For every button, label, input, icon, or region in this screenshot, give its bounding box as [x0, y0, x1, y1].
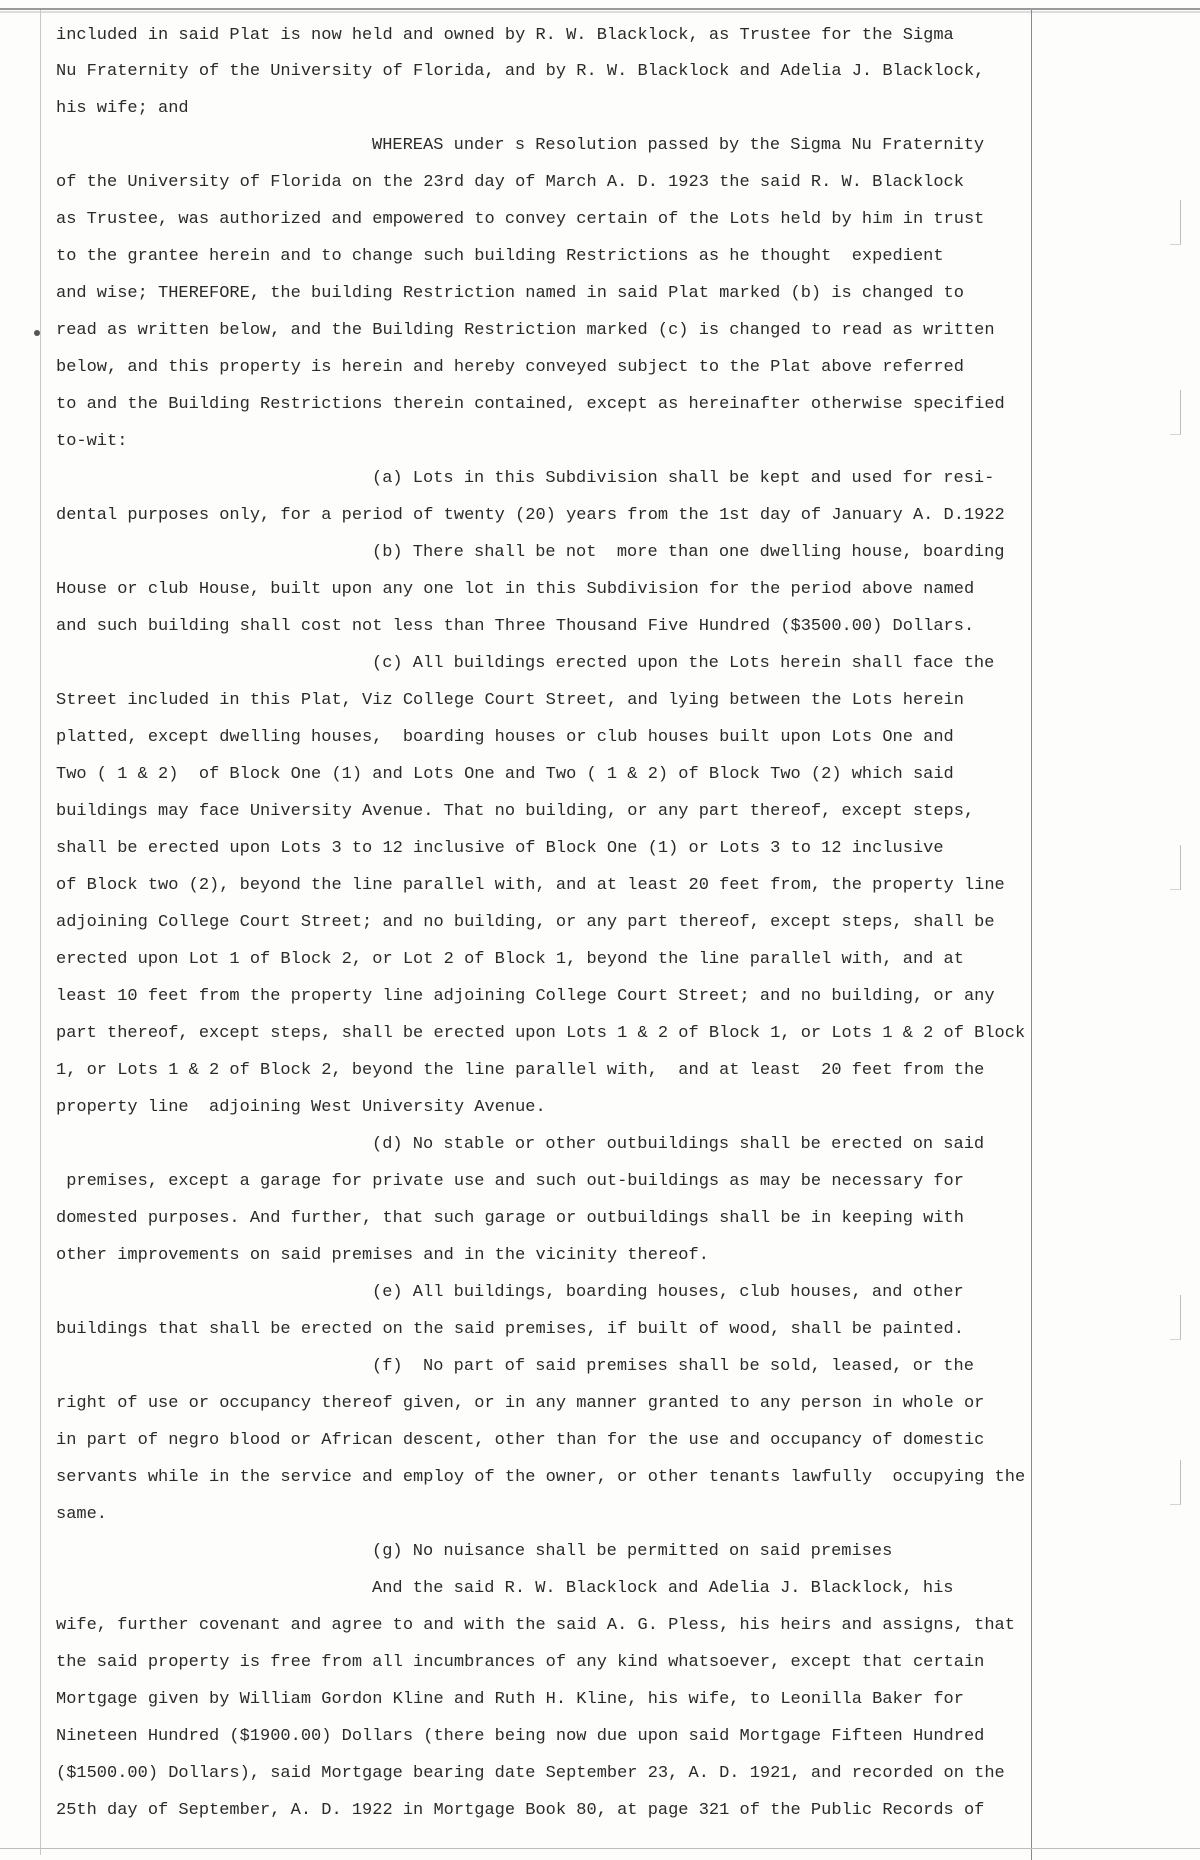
text-line: (a) Lots in this Subdivision shall be kept and used for resi- [372, 469, 995, 488]
text-line: in part of negro blood or African descent, other than for the use and occupancy of domestic [56, 1431, 985, 1450]
text-line: (d) No stable or other outbuildings shall be erected on said [372, 1135, 985, 1154]
text-line: of Block two (2), beyond the line parallel with, and at least 20 feet from, the property line [56, 876, 1005, 895]
text-line: property line adjoining West University Avenue. [56, 1098, 546, 1117]
text-line: domested purposes. And further, that such garage or outbuildings shall be in keeping with [56, 1209, 964, 1228]
text-line: platted, except dwelling houses, boarding houses or club houses built upon Lots One and [56, 728, 954, 747]
text-line: Nineteen Hundred ($1900.00) Dollars (there being now due upon said Mortgage Fifteen Hundred [56, 1727, 985, 1746]
text-line: wife, further covenant and agree to and with the said A. G. Pless, his heirs and assigns, that [56, 1616, 1015, 1635]
text-line: read as written below, and the Building Restriction marked (c) is changed to read as written [56, 321, 995, 340]
text-line: same. [56, 1505, 108, 1524]
text-line: part thereof, except steps, shall be erected upon Lots 1 & 2 of Block 1, or Lots 1 & 2 of Block [56, 1024, 1026, 1043]
text-line: servants while in the service and employ of the owner, or other tenants lawfully occupying the [56, 1468, 1026, 1487]
text-line: the said property is free from all incumbrances of any kind whatsoever, except that certain [56, 1653, 985, 1672]
text-line: his wife; and [56, 99, 189, 118]
text-line: Nu Fraternity of the University of Florida, and by R. W. Blacklock and Adelia J. Blacklock, [56, 62, 985, 81]
text-line: 1, or Lots 1 & 2 of Block 2, beyond the line parallel with, and at least 20 feet from the [56, 1061, 985, 1080]
text-line: buildings that shall be erected on the said premises, if built of wood, shall be painted. [56, 1320, 964, 1339]
text-line: to the grantee herein and to change such building Restrictions as he thought expedient [56, 247, 944, 266]
text-line: other improvements on said premises and in the vicinity thereof. [56, 1246, 709, 1265]
text-line: Two ( 1 & 2) of Block One (1) and Lots One and Two ( 1 & 2) of Block Two (2) which said [56, 765, 954, 784]
text-line: least 10 feet from the property line adjoining College Court Street; and no building, or any [56, 987, 995, 1006]
text-line: of the University of Florida on the 23rd day of March A. D. 1923 the said R. W. Blacklock [56, 173, 964, 192]
text-line: and wise; THEREFORE, the building Restriction named in said Plat marked (b) is changed to [56, 284, 964, 303]
text-line: below, and this property is herein and hereby conveyed subject to the Plat above referred [56, 358, 964, 377]
text-line: (f) No part of said premises shall be sold, leased, or the [372, 1357, 974, 1376]
text-line: Street included in this Plat, Viz College Court Street, and lying between the Lots herein [56, 691, 964, 710]
text-line: House or club House, built upon any one lot in this Subdivision for the period above named [56, 580, 975, 599]
text-line: to-wit: [56, 432, 128, 451]
text-line: (e) All buildings, boarding houses, club houses, and other [372, 1283, 964, 1302]
text-line: dental purposes only, for a period of twenty (20) years from the 1st day of January A. D.1922 [56, 506, 1005, 525]
text-line: 25th day of September, A. D. 1922 in Mortgage Book 80, at page 321 of the Public Records of [56, 1801, 985, 1820]
text-line: (g) No nuisance shall be permitted on said premises [372, 1542, 893, 1561]
text-line: WHEREAS under s Resolution passed by the Sigma Nu Fraternity [372, 136, 985, 155]
text-line: as Trustee, was authorized and empowered to convey certain of the Lots held by him in trust [56, 210, 985, 229]
text-line: ($1500.00) Dollars), said Mortgage bearing date September 23, A. D. 1921, and recorded on the [56, 1764, 1005, 1783]
text-line: Mortgage given by William Gordon Kline and Ruth H. Kline, his wife, to Leonilla Baker for [56, 1690, 964, 1709]
text-line: adjoining College Court Street; and no building, or any part thereof, except steps, shall be [56, 913, 995, 932]
text-line: premises, except a garage for private use and such out-buildings as may be necessary for [56, 1172, 964, 1191]
text-line: shall be erected upon Lots 3 to 12 inclusive of Block One (1) or Lots 3 to 12 inclusive [56, 839, 944, 858]
text-line: erected upon Lot 1 of Block 2, or Lot 2 of Block 1, beyond the line parallel with, and at [56, 950, 964, 969]
text-line: and such building shall cost not less than Three Thousand Five Hundred ($3500.00) Dollars. [56, 617, 975, 636]
text-line: right of use or occupancy thereof given, or in any manner granted to any person in whole or [56, 1394, 985, 1413]
text-line: (b) There shall be not more than one dwelling house, boarding [372, 543, 1005, 562]
text-line: to and the Building Restrictions therein contained, except as hereinafter otherwise specified [56, 395, 1005, 414]
text-line: And the said R. W. Blacklock and Adelia J. Blacklock, his [372, 1579, 954, 1598]
text-line: buildings may face University Avenue. That no building, or any part thereof, except steps, [56, 802, 975, 821]
text-line: included in said Plat is now held and owned by R. W. Blacklock, as Trustee for the Sigma [56, 26, 954, 45]
text-line: (c) All buildings erected upon the Lots herein shall face the [372, 654, 995, 673]
